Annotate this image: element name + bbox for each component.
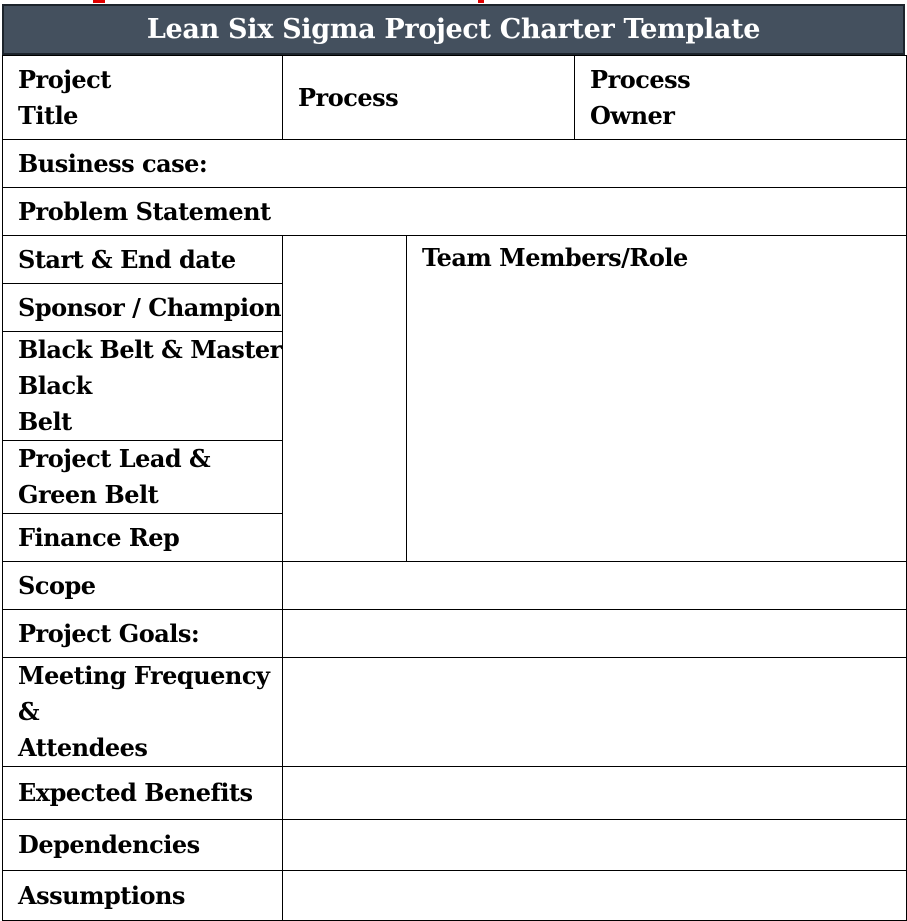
finance-rep-label: Finance Rep <box>18 522 180 552</box>
team-members-cell[interactable] <box>407 236 907 562</box>
project-lead-cell <box>3 441 283 514</box>
header-row <box>3 56 907 140</box>
project-title-cell[interactable] <box>3 56 283 140</box>
expected-benefits-label: Expected Benefits <box>18 778 253 807</box>
project-goals-label: Project Goals: <box>18 618 200 648</box>
assumptions-label: Assumptions <box>18 880 185 910</box>
assumptions-value-cell[interactable] <box>283 871 907 921</box>
project-goals-value-cell[interactable] <box>283 610 907 658</box>
dependencies-cell <box>3 820 283 871</box>
problem-statement-label: Problem Statement <box>18 196 271 226</box>
black-belt-cell <box>3 332 283 441</box>
top-red-mark-left <box>93 0 105 3</box>
start-end-date-cell <box>3 236 283 284</box>
finance-rep-cell <box>3 514 283 562</box>
assumptions-row <box>3 871 907 921</box>
business-case-label: Business case: <box>18 148 208 178</box>
dependencies-value-cell[interactable] <box>283 820 907 871</box>
expected-benefits-value-cell[interactable] <box>283 767 907 820</box>
top-red-mark-right <box>478 0 484 3</box>
process-owner-label: Process Owner <box>590 64 691 130</box>
sponsor-champion-label: Sponsor / Champion <box>18 292 282 322</box>
scope-label: Scope <box>18 570 96 600</box>
business-case-row <box>3 140 907 188</box>
sponsor-champion-cell <box>3 284 283 332</box>
start-end-date-label: Start & End date <box>18 244 236 274</box>
charter-table <box>2 55 907 921</box>
project-goals-cell <box>3 610 283 658</box>
expected-benefits-row <box>3 767 907 820</box>
title-bar <box>2 4 905 55</box>
business-case-cell[interactable] <box>3 140 907 188</box>
meeting-frequency-label: Meeting Frequency & Attendees <box>18 661 270 762</box>
start-end-date-row <box>3 236 907 284</box>
scope-row <box>3 562 907 610</box>
process-cell[interactable] <box>283 56 575 140</box>
meeting-frequency-value-cell[interactable] <box>283 658 907 767</box>
document-title: Lean Six Sigma Project Charter Template <box>146 14 761 45</box>
scope-value-cell[interactable] <box>283 562 907 610</box>
roles-value-cell[interactable] <box>283 236 407 562</box>
project-goals-row <box>3 610 907 658</box>
expected-benefits-cell <box>3 767 283 820</box>
meeting-frequency-cell <box>3 658 283 767</box>
process-owner-cell[interactable] <box>575 56 907 140</box>
assumptions-cell <box>3 871 283 921</box>
black-belt-label: Black Belt & Master Black Belt <box>18 335 282 436</box>
dependencies-label: Dependencies <box>18 830 200 859</box>
dependencies-row <box>3 820 907 871</box>
project-title-label: Project Title <box>18 64 111 130</box>
problem-statement-cell[interactable] <box>3 188 907 236</box>
project-lead-label: Project Lead & Green Belt <box>18 444 211 509</box>
scope-cell <box>3 562 283 610</box>
problem-statement-row <box>3 188 907 236</box>
team-members-label: Team Members/Role <box>422 243 688 272</box>
process-label: Process <box>298 82 399 112</box>
meeting-frequency-row <box>3 658 907 767</box>
